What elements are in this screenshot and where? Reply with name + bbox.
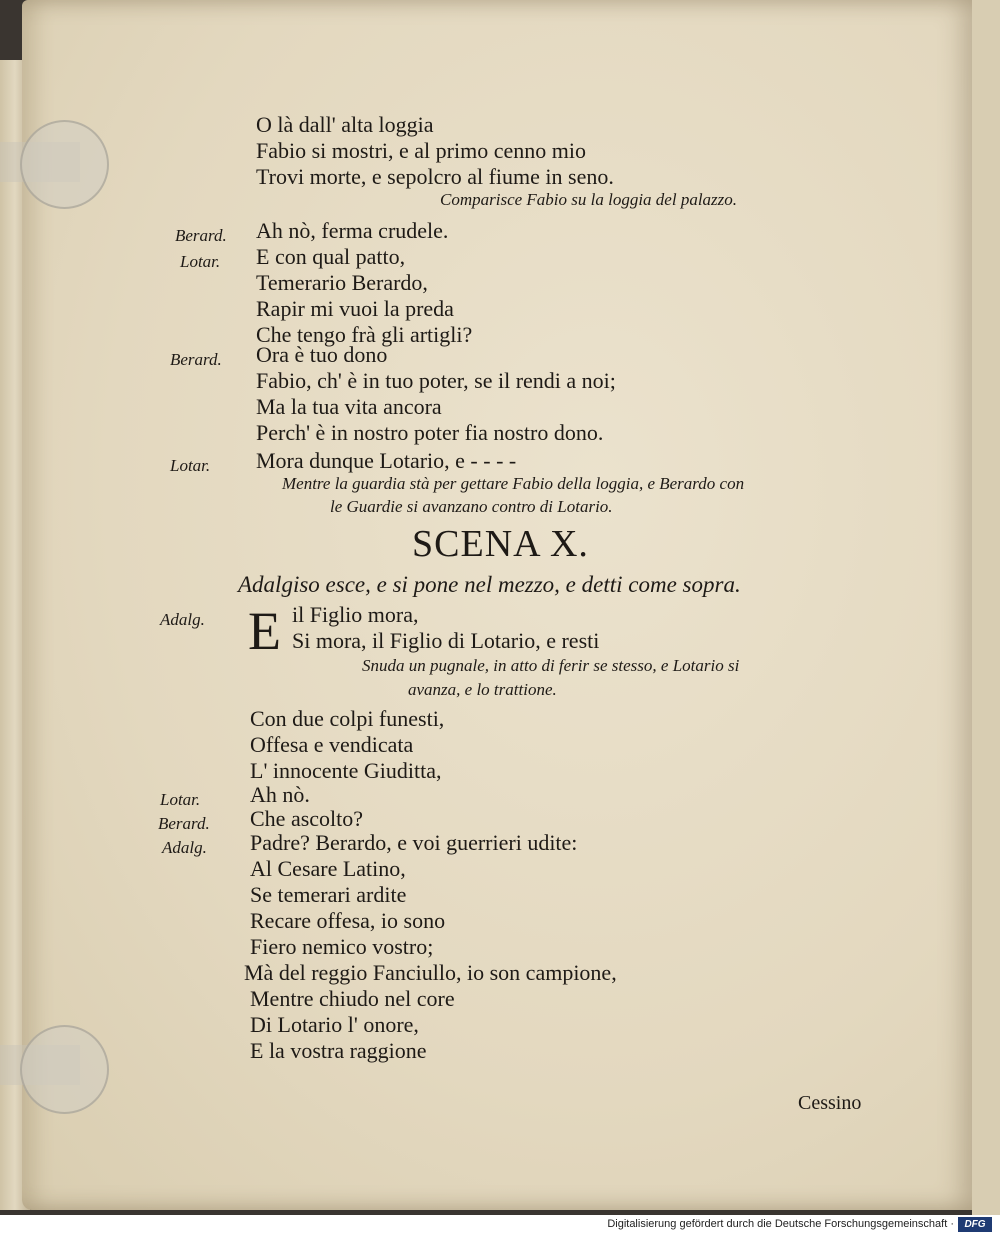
verse-line: Temerario Berardo,	[256, 270, 428, 295]
speaker-label: Berard.	[158, 814, 210, 833]
verse-line: Ora è tuo dono	[256, 342, 388, 367]
scene-subtitle: Adalgiso esce, e si pone nel mezzo, e detti come sopra.	[238, 572, 741, 597]
speaker-label: Berard.	[170, 350, 222, 369]
verse-line: Che ascolto?	[250, 806, 364, 831]
verse-line: Mentre chiudo nel core	[250, 986, 455, 1011]
verse-line: Si mora, il Figlio di Lotario, e resti	[292, 628, 600, 653]
speaker-label: Lotar.	[160, 790, 201, 809]
verse-line: L' innocente Giuditta,	[250, 758, 442, 783]
verse-line: Ah nò, ferma crudele.	[256, 218, 449, 243]
verse-line: E la vostra raggione	[250, 1038, 427, 1063]
drop-cap: E	[248, 601, 281, 661]
verse-line: Con due colpi funesti,	[250, 706, 445, 731]
speaker-label: Berard.	[175, 226, 227, 245]
verse-line: O là dall' alta loggia	[256, 112, 434, 137]
dfg-logo-icon: DFG	[958, 1217, 992, 1232]
verse-line: Fabio, ch' è in tuo poter, se il rendi a noi;	[256, 368, 616, 393]
verse-line: Mora dunque Lotario, e - - - -	[256, 448, 517, 473]
verse-line: Trovi morte, e sepolcro al fiume in seno.	[256, 164, 614, 189]
speaker-label: Adalg.	[162, 838, 207, 857]
page-clip-top	[20, 120, 109, 209]
verse-line: Che tengo frà gli artigli?	[256, 322, 473, 347]
scene-title: SCENA X.	[412, 523, 589, 565]
verse-line: Di Lotario l' onore,	[250, 1012, 419, 1037]
verse-line: Perch' è in nostro poter fia nostro dono.	[256, 420, 604, 445]
stage-direction: le Guardie si avanzano contro di Lotario.	[330, 497, 613, 516]
footer-credit: Digitalisierung gefördert durch die Deutsche Forschungsgemeinschaft ·	[607, 1218, 954, 1230]
verse-line: Recare offesa, io sono	[250, 908, 446, 933]
verse-line: Padre? Berardo, e voi guerrieri udite:	[250, 830, 578, 855]
speaker-label: Lotar.	[180, 252, 221, 271]
verse-line: Al Cesare Latino,	[250, 856, 406, 881]
digitization-footer	[0, 1215, 1000, 1235]
verse-line: Rapir mi vuoi la preda	[256, 296, 454, 321]
verse-line: Offesa e vendicata	[250, 732, 414, 757]
verse-line: Mà del reggio Fanciullo, io son campione,	[244, 960, 617, 985]
verse-line: Se temerari ardite	[250, 882, 407, 907]
speaker-label: Adalg.	[160, 610, 205, 629]
verse-line: Fiero nemico vostro;	[250, 934, 434, 959]
page-clip-bottom	[20, 1025, 109, 1114]
stage-direction: Comparisce Fabio su la loggia del palazzo.	[440, 190, 738, 209]
stage-direction: avanza, e lo trattione.	[408, 680, 557, 699]
stage-direction: Mentre la guardia stà per gettare Fabio della loggia, e Berardo con	[282, 474, 745, 493]
facing-page-edge	[972, 0, 1000, 1215]
verse-line: Fabio si mostri, e al primo cenno mio	[256, 138, 586, 163]
speaker-label: Lotar.	[170, 456, 211, 475]
verse-line: il Figlio mora,	[292, 602, 419, 627]
verse-line: E con qual patto,	[256, 244, 406, 269]
verse-line: Ah nò.	[250, 782, 310, 807]
stage-direction: Snuda un pugnale, in atto di ferir se stesso, e Lotario si	[362, 656, 740, 675]
catchword: Cessino	[798, 1092, 862, 1114]
verse-line: Ma la tua vita ancora	[256, 394, 442, 419]
